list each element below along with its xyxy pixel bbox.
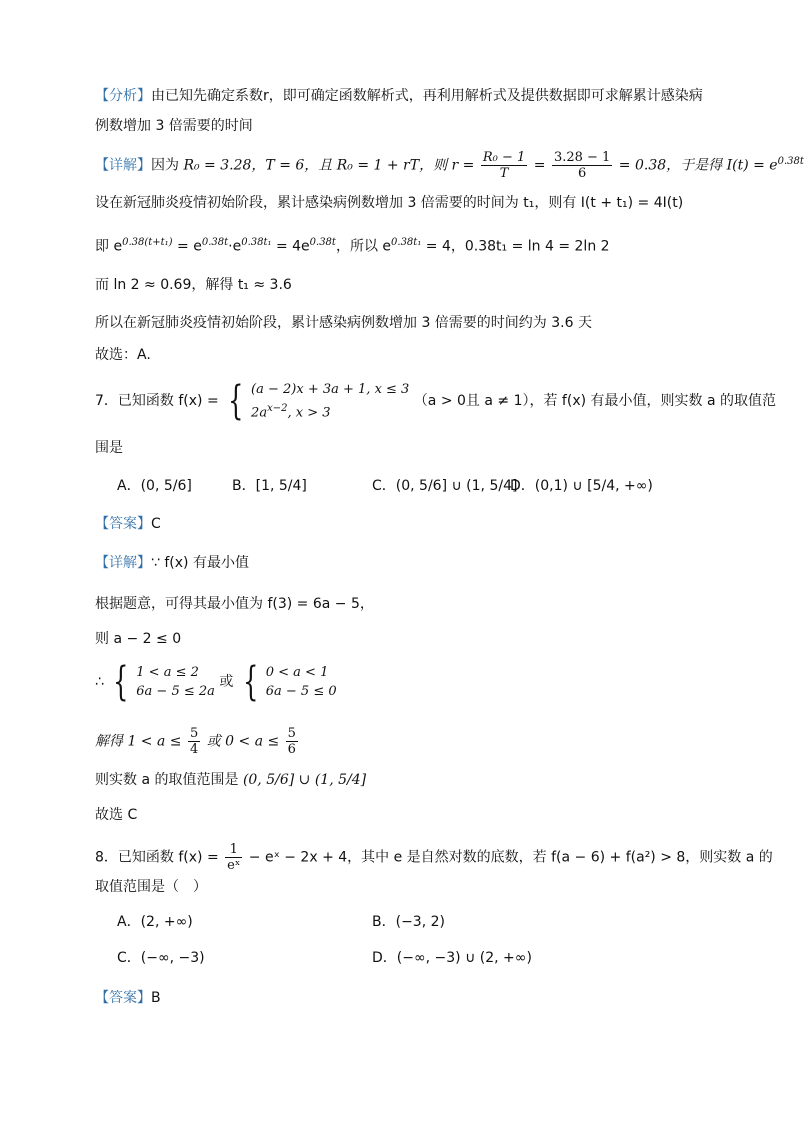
text: ·e	[228, 238, 242, 255]
fraction-denominator: T	[499, 166, 509, 181]
q8-stem	[95, 842, 773, 873]
case: 1 < a ≤ 2	[136, 665, 199, 680]
brace-icon: {	[242, 659, 259, 705]
fraction-numerator: 5	[287, 726, 296, 741]
answer-value: B	[151, 990, 161, 1006]
detail-line-5: 所以在新冠肺炎疫情初始阶段，累计感染病例数增加 3 倍需要的时间约为 3.6 天	[95, 315, 592, 331]
fraction-denominator: eˣ	[227, 858, 241, 873]
exponent: 0.38t	[777, 155, 804, 167]
q7-option-b: B．[1, 5/4]	[232, 478, 307, 494]
exponent: 0.38t₁	[241, 237, 272, 248]
q7-answer	[95, 514, 161, 534]
detail-formula: R₀ = 3.28，T = 6，且 R₀ = 1 + rT，则 r =	[183, 157, 475, 174]
detail-result: = 0.38，于是得 I(t) = e	[618, 157, 778, 174]
fraction	[286, 726, 298, 757]
fraction-numerator: 3.28 − 1	[553, 150, 611, 165]
exponent: x−2	[267, 403, 288, 414]
q7-option-c: C．(0, 5/6] ∪ (1, 5/4]	[372, 478, 518, 494]
text: = 4e	[271, 238, 310, 255]
exponent: 0.38t	[309, 237, 336, 248]
text: 则实数 a 的取值范围是	[95, 772, 239, 788]
q8-line-2: 取值范围是（ ）	[95, 879, 207, 895]
answer-label: 【答案】	[95, 516, 151, 532]
q8-option-c: C．(−∞, −3)	[117, 950, 205, 966]
text: 解得 1 < a ≤	[95, 733, 182, 750]
fraction-numerator: 1	[225, 842, 242, 858]
text: = e	[172, 238, 202, 255]
q7-detail-1	[95, 553, 249, 573]
system-1	[136, 663, 215, 701]
q7-detail-3: 则 a − 2 ≤ 0	[95, 631, 182, 647]
q7-detail-4	[95, 659, 337, 705]
q7-detail-5	[95, 726, 300, 757]
q8-option-d: D．(−∞, −3) ∪ (2, +∞)	[372, 950, 532, 966]
q8-option-b: B．(−3, 2)	[372, 914, 445, 930]
text: ∵ f(x) 有最小值	[151, 555, 249, 571]
text: 或 0 < a ≤	[206, 733, 280, 750]
case: 0 < a < 1	[265, 665, 329, 680]
detail-line-4: 而 ln 2 ≈ 0.69，解得 t₁ ≈ 3.6	[95, 277, 292, 293]
answer-value: C	[151, 516, 161, 532]
equals-sign: =	[533, 157, 546, 174]
brace-icon: {	[113, 659, 129, 705]
q7-detail-2: 根据题意，可得其最小值为 f(3) = 6a − 5，	[95, 596, 374, 612]
q7-option-d: D．(0,1) ∪ [5/4, +∞)	[510, 478, 653, 494]
q7-stem	[95, 378, 776, 425]
text: ，所以 e	[335, 238, 392, 255]
range: (0, 5/6] ∪ (1, 5/4]	[242, 772, 367, 788]
fraction-numerator: R₀ − 1	[482, 150, 526, 165]
text: , x > 3	[287, 405, 331, 421]
text: 即 e	[95, 238, 123, 255]
q7-detail-6	[95, 770, 366, 790]
analysis-label: 【分析】	[95, 88, 151, 104]
q8-tail: − eˣ − 2x + 4，其中 e 是自然对数的底数，若 f(a − 6) + f(a²) > 8，则实数 a 的	[248, 849, 773, 866]
q8-prefix: 8．已知函数 f(x) =	[95, 849, 219, 866]
fraction-denominator: 6	[287, 742, 296, 757]
fraction-numerator: 5	[189, 726, 199, 741]
q7-condition: （a > 0且 a ≠ 1），若 f(x) 有最小值，则实数 a 的取值范	[413, 393, 776, 410]
fraction-denominator: 4	[189, 742, 199, 757]
exponent: 0.38(t+t₁)	[122, 237, 173, 248]
analysis-line-2: 例数增加 3 倍需要的时间	[95, 118, 253, 134]
detail-label: 【详解】	[95, 157, 151, 174]
text: 或	[219, 674, 234, 690]
q7-line-2: 围是	[95, 440, 123, 456]
detail-label: 【详解】	[95, 555, 151, 571]
analysis-text-1: 由已知先确定系数r，即可确定函数解析式，再利用解析式及提供数据即可求解累计感染病	[151, 88, 703, 104]
detail-line-2: 设在新冠肺炎疫情初始阶段，累计感染病例数增加 3 倍需要的时间为 t₁，则有 I(t + t₁) = 4I(t)	[95, 195, 684, 211]
fraction-denominator: 6	[578, 166, 587, 181]
case: 6a − 5 ≤ 0	[265, 684, 337, 699]
exponent: 0.38t₁	[391, 237, 422, 248]
text: = 4，0.38t₁ = ln 4 = 2ln 2	[421, 238, 610, 255]
brace-icon: {	[228, 378, 244, 425]
q8-answer	[95, 988, 161, 1008]
fraction	[481, 150, 527, 181]
q7-piecewise	[251, 380, 409, 422]
system-2	[266, 663, 337, 701]
q8-option-a: A．(2, +∞)	[117, 914, 193, 930]
q7-case-2	[251, 399, 409, 422]
detail-line-1	[95, 150, 804, 181]
detail-text: 因为	[151, 157, 179, 174]
therefore-symbol: ∴	[95, 674, 104, 690]
q7-prefix: 7．已知函数 f(x) =	[95, 393, 219, 410]
q7-case-1: (a − 2)x + 3a + 1, x ≤ 3	[251, 382, 410, 397]
q7-detail-7: 故选 C	[95, 807, 138, 823]
q7-option-a: A．(0, 5/6]	[117, 478, 192, 494]
fraction	[552, 150, 612, 181]
case: 6a − 5 ≤ 2a	[136, 684, 215, 699]
fraction	[225, 842, 242, 873]
fraction	[188, 726, 200, 757]
detail-line-6: 故选：A.	[95, 347, 151, 363]
exponent: 0.38t	[201, 237, 229, 248]
answer-label: 【答案】	[95, 990, 151, 1006]
analysis-line-1	[95, 86, 703, 106]
text: 2a	[251, 405, 268, 421]
detail-line-3	[95, 233, 610, 257]
